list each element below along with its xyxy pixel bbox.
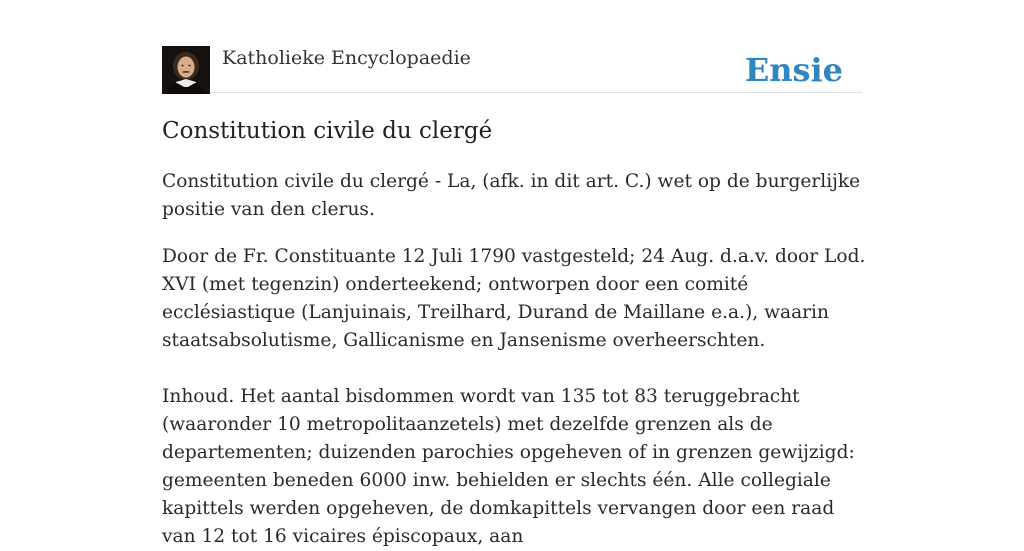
portrait-avatar-icon[interactable] xyxy=(162,46,210,94)
site-header xyxy=(162,44,862,93)
brand-logo[interactable]: Ensie xyxy=(744,51,843,89)
article-title: Constitution civile du clergé xyxy=(162,118,493,144)
site-name[interactable]: Katholieke Encyclopaedie xyxy=(222,47,471,69)
article-paragraph: Inhoud. Het aantal bisdommen wordt van 135 tot 83 teruggebracht (waaronder 10 metropolitaanzetels) met dezelfde grenzen als de departementen; duizenden parochies opgeheven of in grenzen gewijzigd: gemeenten beneden 6000 inw. behielden er slechts één. Alle collegiale kapittels werden opgeheven, de domkapittels vervangen door een raad van 12 tot 16 vicaires épiscopaux, aan xyxy=(162,386,855,547)
article-paragraph: Constitution civile du clergé - La, (afk. in dit art. C.) wet op de burgerlijke positie van den clerus. xyxy=(162,171,861,220)
article-paragraph: Door de Fr. Constituante 12 Juli 1790 vastgesteld; 24 Aug. d.a.v. door Lod. XVI (met tegenzin) onderteekend; ontworpen door een comité ecclésiastique (Lanjuinais, Treilhard, Durand de Maillane e.a.), waarin staatsabsolutisme, Gallicanisme en Jansenisme overheerschten. xyxy=(162,246,866,351)
article-body xyxy=(162,168,866,551)
